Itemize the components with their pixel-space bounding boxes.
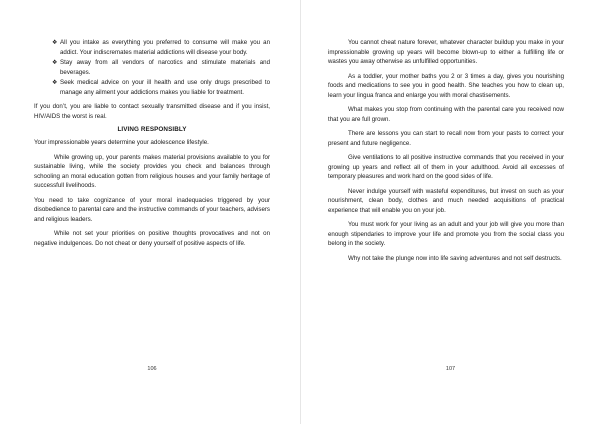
list-item	[52, 78, 270, 97]
bullet-text: Stay away from all vendors of narcotics and stimulate materials and beverages.	[60, 59, 270, 76]
paragraph: You need to take cognizance of your moral inadequacies triggered by your disobedience to parental care and the instructive commands of your teachers, advisers and religious leaders.	[34, 196, 270, 223]
paragraph: Your impressionable years determine your adolescence lifestyle.	[34, 139, 209, 146]
list-item	[52, 38, 270, 57]
page-number: 107	[445, 366, 456, 372]
paragraph: While growing up, your parents makes material provisions available to you for sustainable living, while the society provides you check and balances through schooling an moral education gotten from religious houses and your family heritage of successfull livelihoods.	[34, 153, 270, 189]
paragraph: If you don’t, you are liable to contact sexually transmitted disease and if you insist, HIV/AIDS the worst is real.	[34, 103, 270, 120]
right-page	[300, 0, 600, 424]
section-heading: LIVING RESPONSIBLY	[117, 126, 187, 133]
page-number: 106	[147, 366, 157, 372]
paragraph: Give ventilations to all positive instructive commands that you received in your growing up years and reflect all of them in your adulthood. Avoid all excesses of temporary pleasures and work hard on the good sides of life.	[328, 154, 564, 180]
diamond-bullet-icon: ❖	[52, 79, 58, 86]
paragraph: Why not take the plunge now into life saving adventures and not self destructs.	[348, 254, 562, 262]
paragraph: While not set your priorities on positive thoughts provocatives and not on negative indulgences. Do not cheat or deny yourself of positive aspects of life.	[34, 230, 270, 247]
paragraph: Never indulge yourself with wasteful expenditures, but invest on such as your nourishment, clean body, clothes and much needed acquisitions of practical experience that will enable you on your job.	[328, 187, 564, 214]
bullet-list	[34, 38, 270, 97]
paragraph: You must work for your living as an adult and your job will give you more than enough stipendaries to improve your life and promote you from the social class you belong in the society.	[328, 221, 564, 247]
bullet-text: Seek medical advice on your ill health and use only drugs prescribed to manage any ailment your addictions makes you liable for treatment.	[60, 79, 270, 96]
paragraph: As a toddler, your mother baths you 2 or 3 times a day, gives you nourishing foods and medications to see you in good health. She teaches you how to clean up, learn your lingua franca and enlarge you with moral chastisements.	[328, 72, 564, 99]
paragraph: You cannot cheat nature forever, whatever character buildup you make in your impressionable growing up years will become blown-up to either a fulfilling life or wastes you away otherwise as unfulfilled opportunities.	[328, 39, 564, 65]
paragraph: There are lessons you can start to recall now from your pasts to correct your present and future negligence.	[328, 130, 564, 147]
bullet-text: All you intake as everything you preferred to consume will make you an addict. Your indiscremates material addictions will disease your body.	[60, 39, 270, 56]
diamond-bullet-icon: ❖	[52, 39, 58, 46]
paragraph: What makes you stop from continuing with the parental care you received now that you are full grown.	[328, 106, 564, 123]
diamond-bullet-icon: ❖	[52, 59, 58, 66]
list-item	[52, 58, 270, 77]
